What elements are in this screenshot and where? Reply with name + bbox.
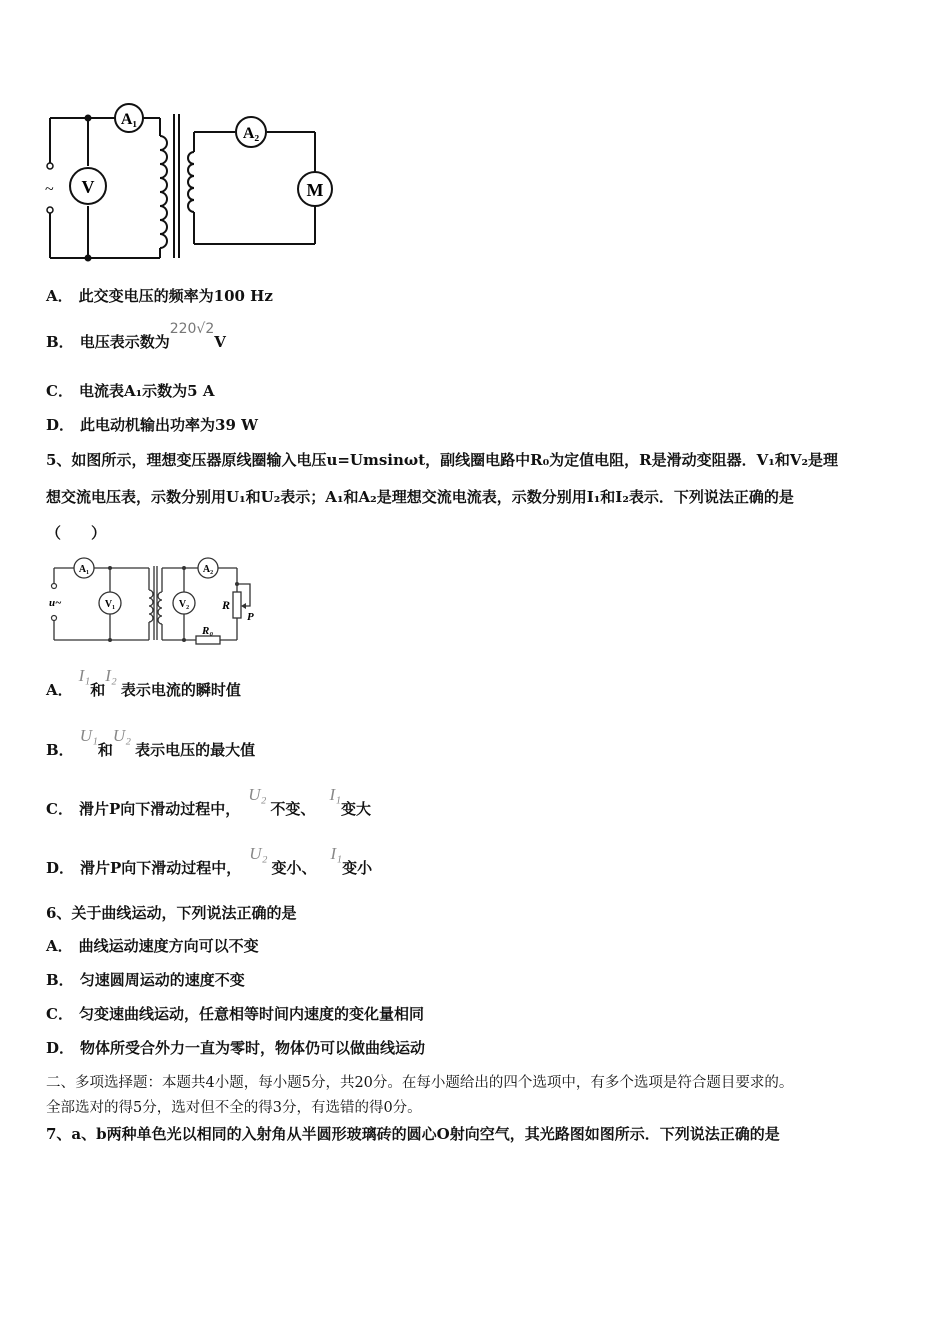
symbol-u2: U₂: [112, 726, 132, 745]
q6-option-b: B． 匀速圆周运动的速度不变: [46, 971, 245, 989]
section2-instructions-line2: 全部选对的得5分，选对但不全的得3分，有选错的得0分。: [46, 1100, 422, 1116]
symbol-u2: U₂: [248, 785, 267, 804]
symbol-u1: U₁: [79, 726, 98, 745]
q5-option-d: D． 滑片P向下滑动过程中，U₂变小、I₁变小: [46, 844, 373, 877]
q5-stem-line2: 想交流电压表，示数分别用U₁和U₂表示；A₁和A₂是理想交流电流表，示数分别用I₁和I₂表示．下列说法正确的是: [46, 488, 794, 506]
fig2-r0-label: R₀: [202, 625, 214, 637]
fig2-a2-label: A₂: [202, 564, 214, 575]
symbol-i1: I₁: [330, 844, 343, 863]
q4-option-d: D． 此电动机输出功率为39 W: [46, 416, 258, 434]
ac-source-symbol: ~: [45, 181, 54, 198]
q6-stem: 6、关于曲线运动，下列说法正确的是: [46, 904, 297, 922]
q4-option-b: B． 电压表示数为220√2V: [46, 321, 226, 351]
q4-option-b-value: 220√2: [169, 321, 215, 337]
fig2-a1-label: A₁: [78, 564, 90, 575]
q6-option-a: A． 曲线运动速度方向可以不变: [46, 937, 259, 955]
ammeter-a2-label: A₂: [242, 125, 260, 142]
transformer-rheostat-circuit-figure: [44, 552, 270, 648]
symbol-i2: I₂: [105, 666, 117, 685]
q5-stem-line1: 5、如图所示，理想变压器原线圈输入电压u=Umsinωt，副线圈电路中R₀为定值电阻，R是滑动变阻器．V₁和V₂是理: [46, 451, 839, 469]
q7-stem: 7、a、b两种单色光以相同的入射角从半圆形玻璃砖的圆心O射向空气，其光路图如图所示．下列说法正确的是: [46, 1125, 780, 1143]
q4-option-a: A． 此交变电压的频率为100 Hz: [46, 287, 273, 305]
q5-option-c: C． 滑片P向下滑动过程中，U₂不变、I₁变大: [46, 785, 372, 818]
q6-option-d: D． 物体所受合外力一直为零时，物体仍可以做曲线运动: [46, 1039, 426, 1057]
fig2-v2-label: V₂: [178, 599, 190, 610]
q6-option-c: C． 匀变速曲线运动，任意相等时间内速度的变化量相同: [46, 1005, 424, 1023]
voltmeter-label: V: [81, 177, 95, 197]
symbol-i1: I₁: [329, 785, 342, 804]
ammeter-a1-label: A₁: [120, 111, 138, 128]
q5-option-b: B．U₁和U₂表示电压的最大值: [46, 726, 256, 759]
q5-stem-line3: （ ）: [46, 524, 107, 542]
transformer-motor-circuit-figure: [40, 96, 340, 268]
fig2-r-label: R: [222, 598, 231, 612]
symbol-i1: I₁: [78, 666, 91, 685]
q4-option-c: C． 电流表A₁示数为5 A: [46, 382, 215, 400]
fig2-v1-label: V₁: [104, 599, 116, 610]
section2-instructions-line1: 二、多项选择题：本题共4小题，每小题5分，共20分。在每小题给出的四个选项中，有多个选项是符合题目要求的。: [46, 1075, 794, 1091]
symbol-u2: U₂: [249, 844, 268, 863]
q5-option-a: A．I₁和I₂表示电流的瞬时值: [46, 666, 241, 699]
motor-label: M: [306, 180, 324, 200]
fig2-source-label: u~: [49, 597, 62, 609]
fig2-p-label: P: [247, 611, 254, 623]
